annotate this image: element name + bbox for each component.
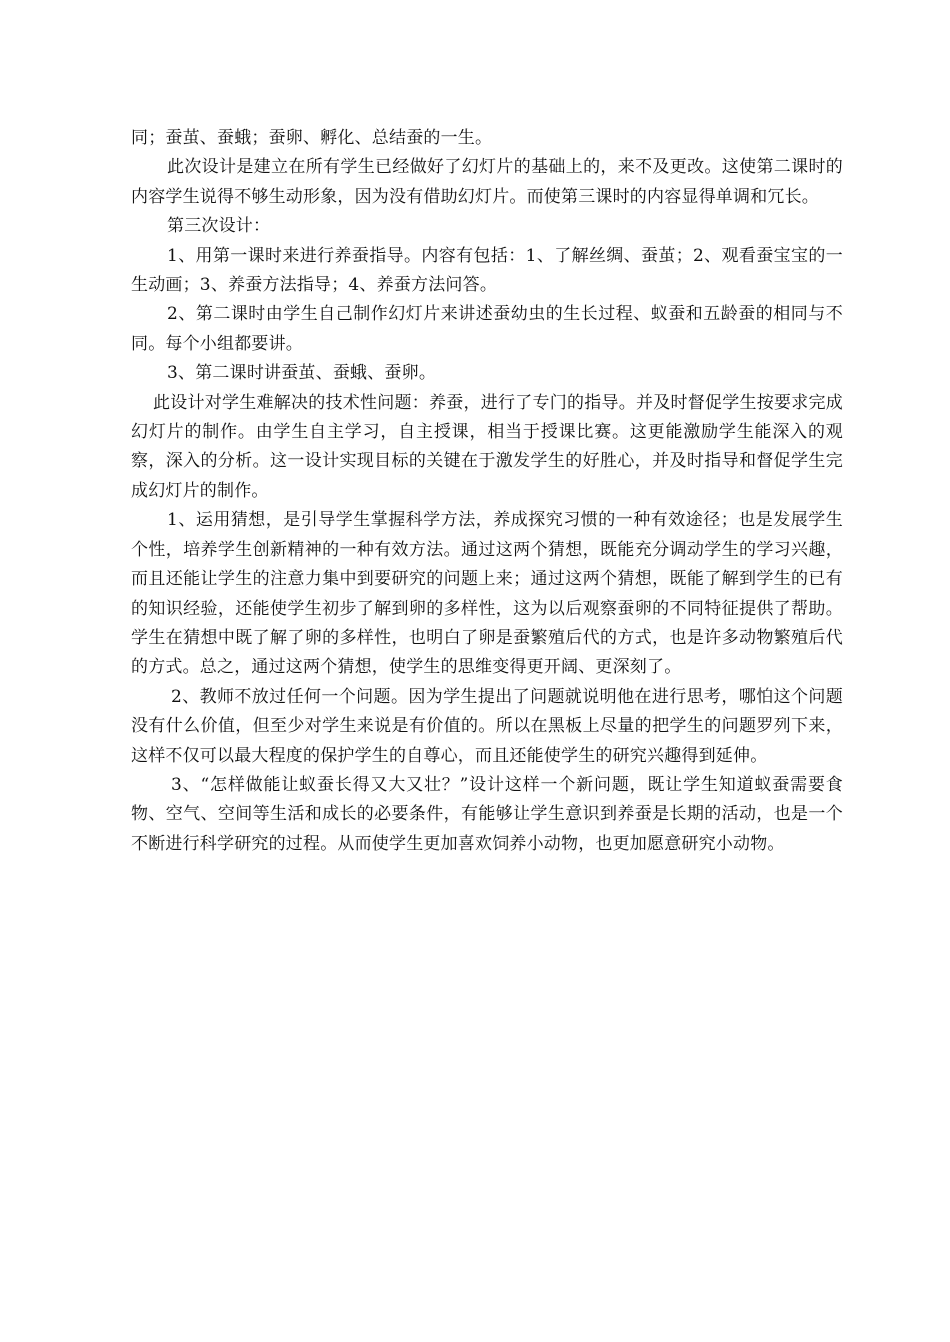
paragraph-third-design-item-1: 1、用第一课时来进行养蚕指导。内容有包括：1、了解丝绸、蚕茧；2、观看蚕宝宝的一生动画；3、养蚕方法指导；4、养蚕方法问答。: [131, 245, 843, 296]
paragraph-reflection-point-2: 2、教师不放过任何一个问题。因为学生提出了问题就说明他在进行思考，哪怕这个问题没有什么价值，但至少对学生来说是有价值的。所以在黑板上尽量的把学生的问题罗列下来，这样不仅可以最大程度的保护学生的自尊心，而且还能使学生的研究兴趣得到延伸。: [131, 686, 843, 766]
document-page: [131, 124, 843, 859]
paragraph-third-design-item-3: 3、第二课时讲蚕茧、蚕蛾、蚕卵。: [167, 363, 437, 384]
paragraph-third-design-item-2: 2、第二课时由学生自己制作幻灯片来讲述蚕幼虫的生长过程、蚁蚕和五龄蚕的相同与不同。每个小组都要讲。: [131, 304, 843, 354]
paragraph-third-design-heading: 第三次设计：: [167, 216, 271, 237]
paragraph-reflection-point-1: 1、运用猜想，是引导学生掌握科学方法，养成探究习惯的一种有效途径；也是发展学生个性，培养学生创新精神的一种有效方法。通过这两个猜想，既能充分调动学生的学习兴趣，而且还能让学生的注意力集中到要研究的问题上来；通过这两个猜想，既能了解到学生的已有的知识经验，还能使学生初步了解到卵的多样性，这为以后观察蚕卵的不同特征提供了帮助。学生在猜想中既了解了卵的多样性，也明白了卵是蚕繁殖后代的方式，也是许多动物繁殖后代的方式。总之，通过这两个猜想，使学生的思维变得更开阔、更深刻了。: [131, 510, 843, 678]
paragraph-continuation: 同；蚕茧、蚕蛾；蚕卵、孵化、总结蚕的一生。: [131, 128, 493, 148]
paragraph-second-design-reflection: 此次设计是建立在所有学生已经做好了幻灯片的基础上的，来不及更改。这使第二课时的内容学生说得不够生动形象，因为没有借助幻灯片。而使第三课时的内容显得单调和冗长。: [131, 157, 843, 207]
paragraph-reflection-point-3: 3、“怎样做能让蚁蚕长得又大又壮？”设计这样一个新问题，既让学生知道蚁蚕需要食物、空气、空间等生活和成长的必要条件，有能够让学生意识到养蚕是长期的活动，也是一个不断进行科学研究的过程。从而使学生更加喜欢饲养小动物，也更加愿意研究小动物。: [131, 774, 843, 854]
paragraph-third-design-summary: 此设计对学生难解决的技术性问题：养蚕，进行了专门的指导。并及时督促学生按要求完成幻灯片的制作。由学生自主学习，自主授课，相当于授课比赛。这更能激励学生能深入的观察，深入的分析。这一设计实现目标的关键在于激发学生的好胜心，并及时指导和督促学生完成幻灯片的制作。: [131, 392, 843, 501]
